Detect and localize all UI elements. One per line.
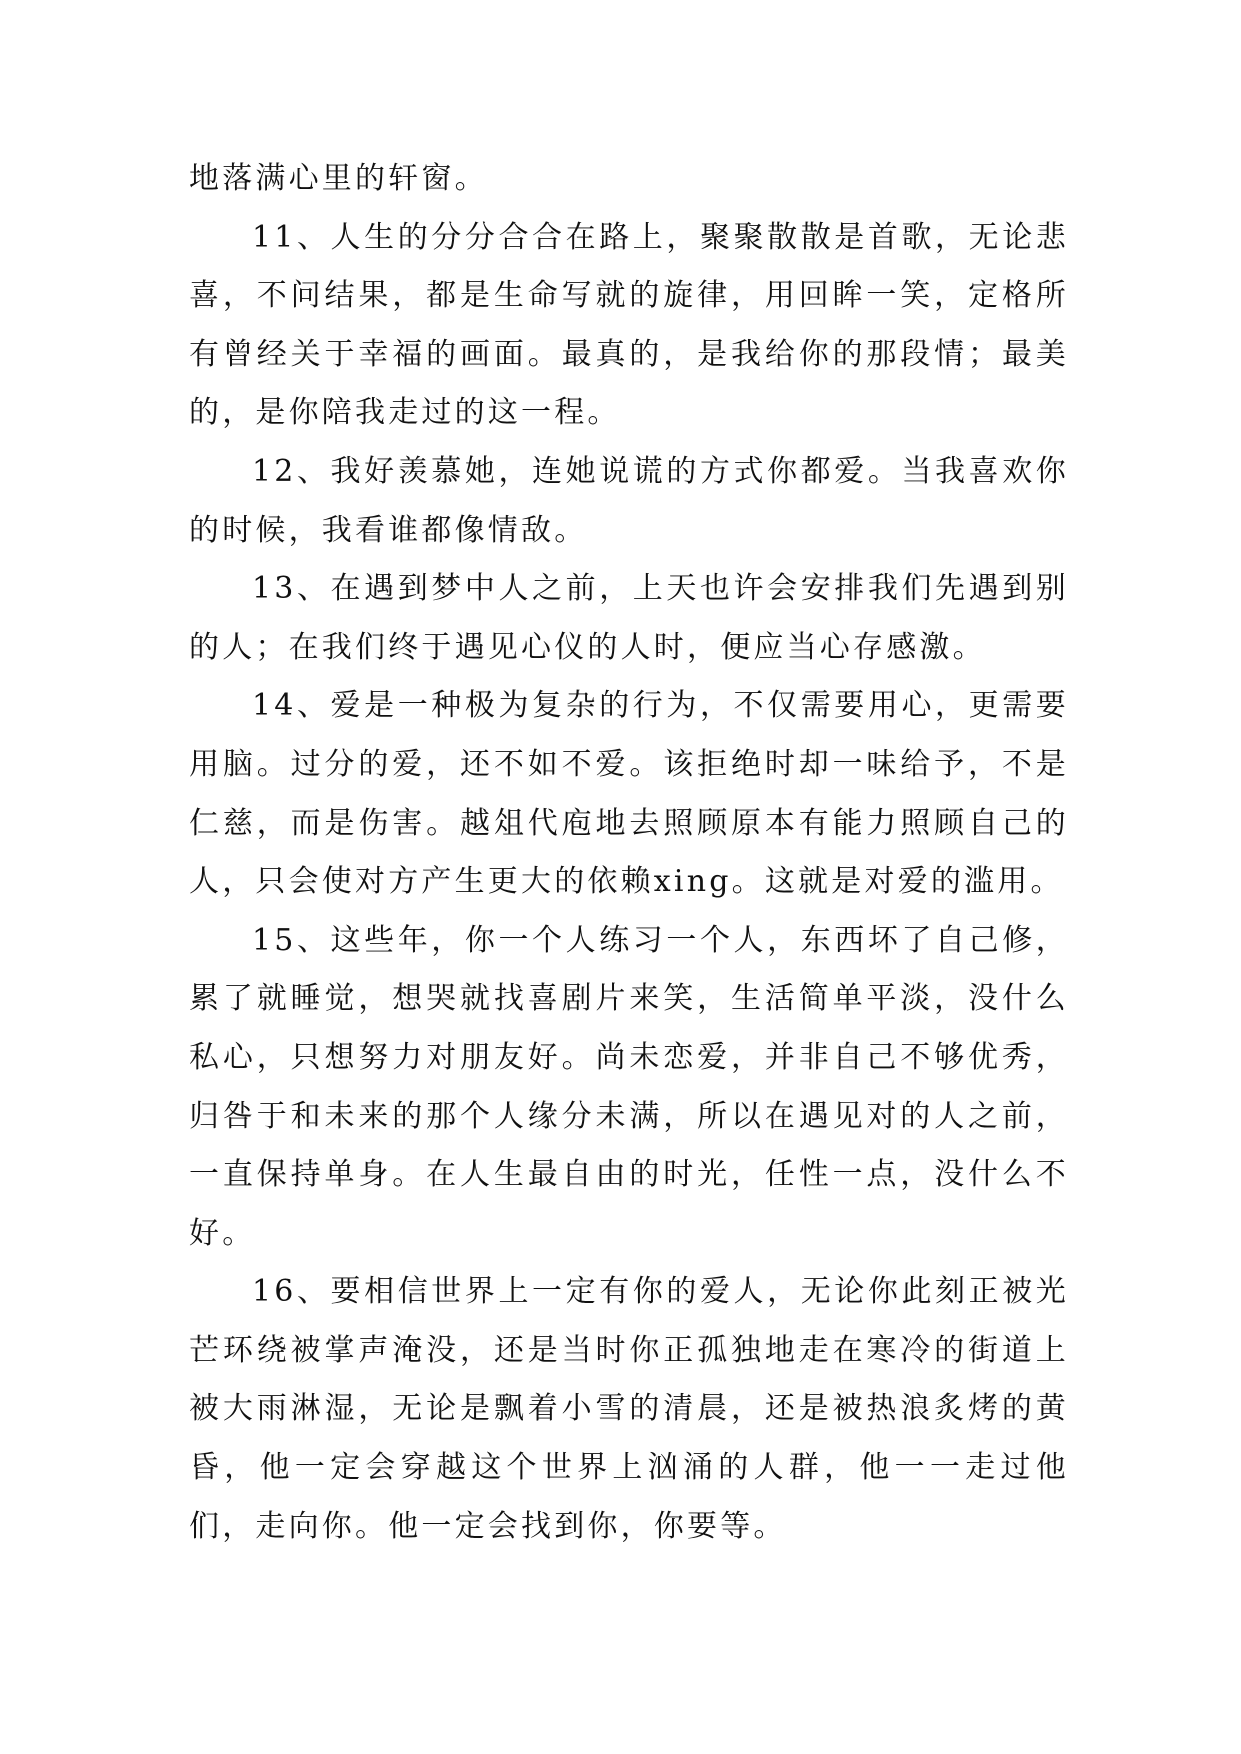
paragraph-16: 16、要相信世界上一定有你的爱人，无论你此刻正被光芒环绕被掌声淹没，还是当时你正孤独地走在寒冷的街道上被大雨淋湿，无论是飘着小雪的清晨，还是被热浪炙烤的黄昏，他一定会穿越这个世界上汹涌的人群，他一一走过他们，走向你。他一定会找到你，你要等。 [189, 1274, 1069, 1544]
paragraph-15: 15、这些年，你一个人练习一个人，东西坏了自己修，累了就睡觉，想哭就找喜剧片来笑，生活简单平淡，没什么私心，只想努力对朋友好。尚未恋爱，并非自己不够优秀，归咎于和未来的那个人缘分未满，所以在遇见对的人之前，一直保持单身。在人生最自由的时光，任性一点，没什么不好。 [189, 922, 1069, 1251]
paragraph-12: 12、我好羡慕她，连她说谎的方式你都爱。当我喜欢你的时候，我看谁都像情敌。 [189, 453, 1069, 548]
paragraph-13: 13、在遇到梦中人之前，上天也许会安排我们先遇到别的人；在我们终于遇见心仪的人时，便应当心存感激。 [189, 571, 1069, 665]
document-body [189, 150, 1069, 1556]
paragraph-continuation: 地落满心里的轩窗。 [189, 161, 488, 196]
paragraph-11: 11、人生的分分合合在路上，聚聚散散是首歌，无论悲喜，不问结果，都是生命写就的旋律，用回眸一笑，定格所有曾经关于幸福的画面。最真的，是我给你的那段情；最美的，是你陪我走过的这一程。 [189, 219, 1069, 431]
paragraph-14: 14、爱是一种极为复杂的行为，不仅需要用心，更需要用脑。过分的爱，还不如不爱。该拒绝时却一味给予，不是仁慈，而是伤害。越俎代庖地去照顾原本有能力照顾自己的人，只会使对方产生更大的依赖xing。这就是对爱的滥用。 [189, 688, 1069, 900]
